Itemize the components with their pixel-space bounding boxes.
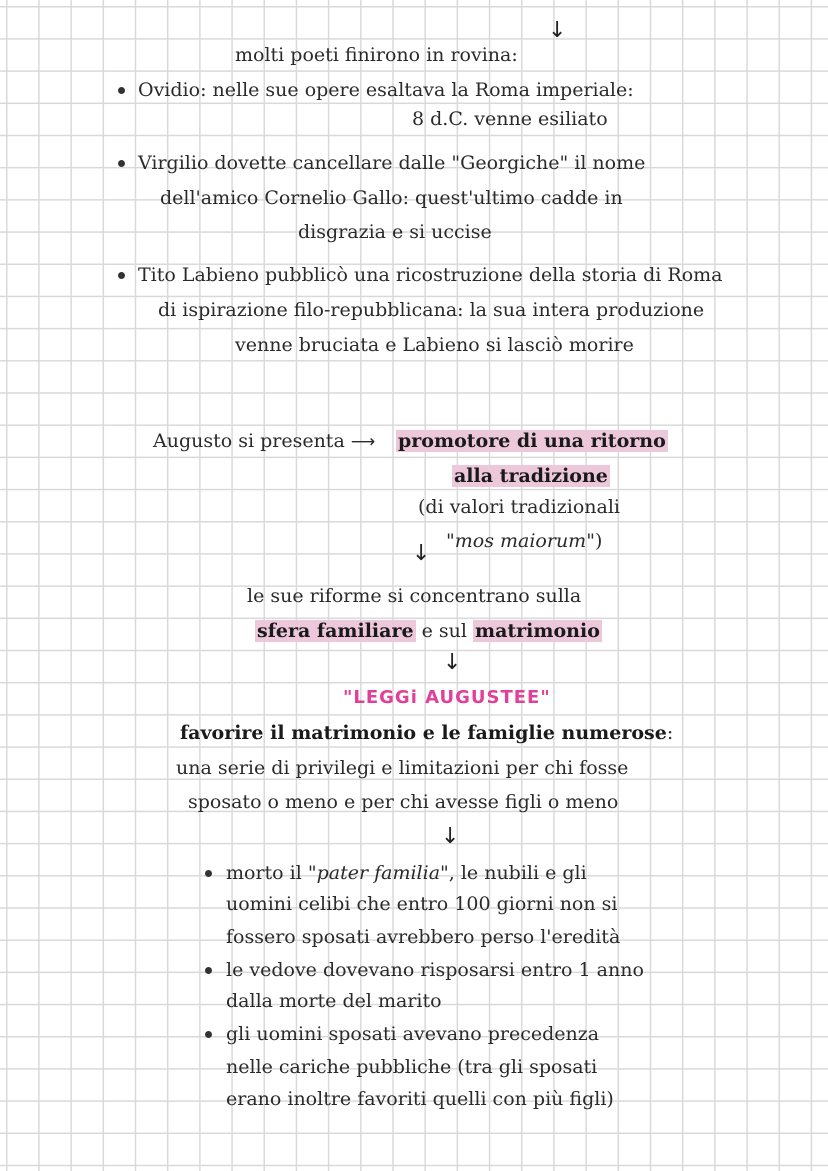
provision-3-line1: gli uomini sposati avevano precedenza — [226, 1023, 600, 1045]
quote-open: " — [446, 530, 455, 552]
reforms-line2 — [255, 614, 602, 648]
down-arrow-icon: ↓ — [412, 541, 431, 566]
down-arrow-icon: ↓ — [548, 18, 567, 43]
augusto-note-line2 — [446, 524, 602, 558]
leggi-title — [343, 680, 551, 715]
poet-virgilio-line2: dell'amico Cornelio Gallo: quest'ultimo cadde in — [160, 187, 623, 209]
bullet-dot — [205, 870, 212, 877]
bullet-dot — [205, 967, 212, 974]
poet-labieno-line3: venne bruciata e Labieno si lasciò morire — [235, 334, 634, 356]
poet-labieno-line1: Tito Labieno pubblicò una ricostruzione della storia di Roma — [138, 264, 723, 286]
provision-3-line2: nelle cariche pubbliche (tra gli sposati — [226, 1056, 598, 1078]
augusto-role-line1 — [396, 424, 668, 458]
poet-labieno-line2: di ispirazione filo-repubblicana: la sua intera produzione — [158, 299, 705, 321]
p1-pre: morto il " — [226, 862, 317, 884]
provision-3-line3: erano inoltre favoriti quelli con più figli) — [226, 1088, 614, 1110]
intro-text: molti poeti finirono in rovina: — [235, 44, 518, 66]
provision-1-line3: fossero sposati avrebbero perso l'eredità — [226, 926, 621, 948]
p1-post: ", le nubili e gli — [440, 862, 587, 884]
highlight-promotore: promotore di una ritorno — [398, 430, 666, 452]
provision-2-line2: dalla morte del marito — [226, 990, 442, 1012]
bullet-dot — [118, 160, 125, 167]
augusto-lead-text: Augusto si presenta — [153, 430, 345, 452]
highlight-tradizione: alla tradizione — [454, 465, 608, 487]
provision-1-line2: uomini celibi che entro 100 giorni non si — [226, 893, 618, 915]
laws-goal-colon: : — [666, 722, 674, 744]
down-arrow-icon: ↓ — [441, 824, 460, 849]
leggi-title-text: "LEGGi AUGUSTEE" — [343, 687, 551, 708]
reforms-line1: le sue riforme si concentrano sulla — [247, 585, 582, 607]
poet-virgilio-line1: Virgilio dovette cancellare dalle "Georgiche" il nome — [138, 152, 646, 174]
laws-desc-line2: sposato o meno e per chi avesse figli o meno — [188, 791, 619, 813]
laws-goal — [180, 716, 673, 750]
bullet-dot — [118, 87, 125, 94]
right-arrow-icon: ⟶ — [350, 432, 376, 452]
quote-close: ") — [586, 530, 603, 552]
mos-maiorum: mos maiorum — [454, 530, 587, 552]
poet-virgilio-line3: disgrazia e si uccise — [298, 221, 492, 243]
laws-goal-text: favorire il matrimonio e le famiglie numerose — [180, 722, 667, 744]
pater-familia: pater familia — [316, 862, 441, 884]
augusto-lead — [153, 424, 375, 459]
highlight-matrimonio: matrimonio — [474, 620, 600, 642]
poet-ovidio-line2: 8 d.C. venne esiliato — [412, 108, 608, 130]
provision-2-line1: le vedove dovevano risposarsi entro 1 anno — [226, 959, 644, 981]
bullet-dot — [118, 272, 125, 279]
bullet-dot — [205, 1031, 212, 1038]
highlight-sfera-familiare: sfera familiare — [257, 620, 414, 642]
poet-ovidio-line1: Ovidio: nelle sue opere esaltava la Roma imperiale: — [138, 79, 634, 101]
laws-desc-line1: una serie di privilegi e limitazioni per chi fosse — [176, 757, 629, 779]
augusto-role-line2 — [452, 459, 610, 493]
provision-1-line1 — [226, 856, 587, 890]
reforms-conj: e sul — [415, 620, 473, 642]
augusto-note-line1: (di valori tradizionali — [418, 496, 620, 518]
down-arrow-icon: ↓ — [443, 650, 462, 675]
